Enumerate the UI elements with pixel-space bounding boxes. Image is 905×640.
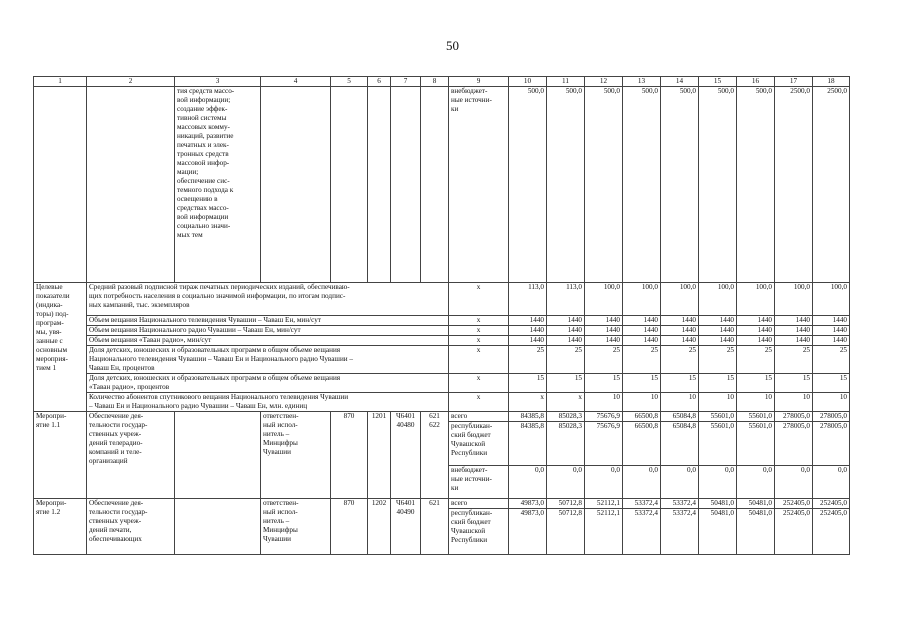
table-row bbox=[34, 336, 850, 346]
column-header: 14 bbox=[661, 77, 699, 87]
value-cell: х bbox=[547, 393, 585, 412]
value-cell: 2500,0 bbox=[775, 87, 813, 283]
value-cell: 25 bbox=[737, 346, 775, 374]
value-cell: 1440 bbox=[661, 326, 699, 336]
value-cell: 500,0 bbox=[623, 87, 661, 283]
value-cell: 55601,0 bbox=[737, 422, 775, 466]
funding-source: внебюджет- ные источни- ки bbox=[449, 466, 509, 499]
code-cell: 870 bbox=[331, 412, 368, 499]
value-cell: 50481,0 bbox=[737, 499, 775, 509]
value-cell: 75676,9 bbox=[585, 412, 623, 422]
table-row bbox=[34, 316, 850, 326]
value-cell: 1440 bbox=[623, 316, 661, 326]
value-cell: 278005,0 bbox=[775, 412, 813, 422]
x-mark: х bbox=[449, 374, 509, 393]
value-cell: 55601,0 bbox=[699, 412, 737, 422]
value-cell: 252405,0 bbox=[813, 509, 850, 555]
empty-cell bbox=[391, 87, 421, 283]
value-cell: 25 bbox=[509, 346, 547, 374]
x-mark: х bbox=[449, 393, 509, 412]
x-mark: х bbox=[449, 326, 509, 336]
value-cell: 500,0 bbox=[699, 87, 737, 283]
code-cell: 1201 bbox=[368, 412, 391, 499]
value-cell: 49873,0 bbox=[509, 509, 547, 555]
value-cell: 1440 bbox=[585, 336, 623, 346]
value-cell: 1440 bbox=[699, 316, 737, 326]
table-row bbox=[34, 412, 850, 422]
code-cell: 870 bbox=[331, 499, 368, 555]
value-cell: 15 bbox=[585, 374, 623, 393]
value-cell: 252405,0 bbox=[775, 499, 813, 509]
value-cell: 15 bbox=[775, 374, 813, 393]
value-cell: 15 bbox=[509, 374, 547, 393]
value-cell: 1440 bbox=[661, 336, 699, 346]
value-cell: 55601,0 bbox=[737, 412, 775, 422]
measure-name: Обеспечение дея- тельности государ- ственных учреж- дений телерадио- компаний и теле- организаций bbox=[87, 412, 175, 499]
indicator-text: Количество абонентов спутникового вещания Национального телевидения Чувашии – Чаваш Ен и Национального радио Чувашии – Чаваш Ен, млн. единиц bbox=[87, 393, 449, 412]
value-cell: 1440 bbox=[775, 336, 813, 346]
value-cell: 53372,4 bbox=[623, 509, 661, 555]
x-mark: х bbox=[449, 346, 509, 374]
value-cell: 52112,1 bbox=[585, 499, 623, 509]
value-cell: 0,0 bbox=[623, 466, 661, 499]
empty-cell bbox=[175, 499, 261, 555]
value-cell: 53372,4 bbox=[623, 499, 661, 509]
column-header: 12 bbox=[585, 77, 623, 87]
value-cell: 0,0 bbox=[699, 466, 737, 499]
table-row bbox=[34, 346, 850, 374]
value-cell: 65084,8 bbox=[661, 422, 699, 466]
value-cell: 1440 bbox=[547, 336, 585, 346]
value-cell: 0,0 bbox=[661, 466, 699, 499]
value-cell: 25 bbox=[775, 346, 813, 374]
value-cell: 10 bbox=[585, 393, 623, 412]
measure-label: Меропри- ятие 1.2 bbox=[34, 499, 87, 555]
value-cell: 25 bbox=[623, 346, 661, 374]
column-header: 7 bbox=[391, 77, 421, 87]
code-cell: 621 bbox=[421, 499, 449, 555]
funding-source: всего bbox=[449, 499, 509, 509]
value-cell: 2500,0 bbox=[813, 87, 850, 283]
value-cell: 52112,1 bbox=[585, 509, 623, 555]
value-cell: 100,0 bbox=[775, 283, 813, 316]
value-cell: 0,0 bbox=[737, 466, 775, 499]
table-row bbox=[34, 283, 850, 316]
value-cell: 1440 bbox=[775, 316, 813, 326]
value-cell: 252405,0 bbox=[775, 509, 813, 555]
value-cell: 50481,0 bbox=[699, 509, 737, 555]
empty-cell bbox=[261, 87, 331, 283]
value-cell: 0,0 bbox=[547, 466, 585, 499]
value-cell: 50481,0 bbox=[737, 509, 775, 555]
value-cell: 1440 bbox=[737, 336, 775, 346]
value-cell: 75676,9 bbox=[585, 422, 623, 466]
column-header: 10 bbox=[509, 77, 547, 87]
measure-label: Меропри- ятие 1.1 bbox=[34, 412, 87, 499]
value-cell: 66500,8 bbox=[623, 422, 661, 466]
value-cell: 278005,0 bbox=[775, 422, 813, 466]
column-header: 6 bbox=[368, 77, 391, 87]
empty-cell bbox=[175, 412, 261, 499]
value-cell: 1440 bbox=[509, 326, 547, 336]
funding-source: всего bbox=[449, 412, 509, 422]
value-cell: 85028,3 bbox=[547, 412, 585, 422]
value-cell: 15 bbox=[623, 374, 661, 393]
value-cell: 1440 bbox=[509, 316, 547, 326]
value-cell: 10 bbox=[699, 393, 737, 412]
indicator-text: Объем вещания «Таван радио», мин/сут bbox=[87, 336, 449, 346]
value-cell: 1440 bbox=[585, 326, 623, 336]
value-cell: 84385,8 bbox=[509, 412, 547, 422]
code-cell: 1202 bbox=[368, 499, 391, 555]
table-row bbox=[34, 499, 850, 509]
value-cell: 84385,8 bbox=[509, 422, 547, 466]
value-cell: 278005,0 bbox=[813, 422, 850, 466]
x-mark: х bbox=[449, 316, 509, 326]
value-cell: 100,0 bbox=[623, 283, 661, 316]
empty-cell bbox=[87, 87, 175, 283]
value-cell: 10 bbox=[623, 393, 661, 412]
value-cell: 278005,0 bbox=[813, 412, 850, 422]
value-cell: 25 bbox=[661, 346, 699, 374]
column-header: 3 bbox=[175, 77, 261, 87]
value-cell: 1440 bbox=[509, 336, 547, 346]
value-cell: 53372,4 bbox=[661, 499, 699, 509]
column-header: 18 bbox=[813, 77, 850, 87]
table-row bbox=[34, 87, 850, 283]
value-cell: 1440 bbox=[661, 316, 699, 326]
value-cell: 1440 bbox=[623, 326, 661, 336]
value-cell: 500,0 bbox=[547, 87, 585, 283]
value-cell: 15 bbox=[813, 374, 850, 393]
empty-cell bbox=[368, 87, 391, 283]
value-cell: 85028,3 bbox=[547, 422, 585, 466]
value-cell: 1440 bbox=[813, 326, 850, 336]
column-header: 2 bbox=[87, 77, 175, 87]
program-table bbox=[33, 76, 850, 555]
value-cell: 100,0 bbox=[813, 283, 850, 316]
empty-cell bbox=[34, 87, 87, 283]
value-cell: 500,0 bbox=[737, 87, 775, 283]
value-cell: 15 bbox=[737, 374, 775, 393]
value-cell: 1440 bbox=[813, 316, 850, 326]
indicator-text: Средний разовый подписной тираж печатных периодических изданий, обеспечиваю- щих потребность населения в социально значимой информации, по итогам подпис- ных кампаний, тыс. экземпляров bbox=[87, 283, 449, 316]
value-cell: 100,0 bbox=[699, 283, 737, 316]
targets-label: Целевые показатели (индика- торы) под- програм- мы, увя- занные с основным мероприя- тием 1 bbox=[34, 283, 87, 412]
value-cell: 10 bbox=[775, 393, 813, 412]
responsible-executor: ответствен- ный испол- нитель – Минцифры Чувашии bbox=[261, 499, 331, 555]
column-header: 4 bbox=[261, 77, 331, 87]
value-cell: 100,0 bbox=[661, 283, 699, 316]
value-cell: 15 bbox=[699, 374, 737, 393]
value-cell: 1440 bbox=[547, 316, 585, 326]
table-row bbox=[34, 326, 850, 336]
code-cell: 621 622 bbox=[421, 412, 449, 499]
column-header: 5 bbox=[331, 77, 368, 87]
value-cell: 1440 bbox=[737, 316, 775, 326]
value-cell: 500,0 bbox=[585, 87, 623, 283]
value-cell: 0,0 bbox=[813, 466, 850, 499]
value-cell: 0,0 bbox=[585, 466, 623, 499]
value-cell: 50712,8 bbox=[547, 499, 585, 509]
value-cell: 10 bbox=[813, 393, 850, 412]
value-cell: 100,0 bbox=[585, 283, 623, 316]
column-header: 11 bbox=[547, 77, 585, 87]
code-cell: Ч6401 40480 bbox=[391, 412, 421, 499]
value-cell: 500,0 bbox=[509, 87, 547, 283]
column-header: 1 bbox=[34, 77, 87, 87]
responsible-executor: ответствен- ный испол- нитель – Минцифры Чувашии bbox=[261, 412, 331, 499]
value-cell: 50712,8 bbox=[547, 509, 585, 555]
value-cell: 252405,0 bbox=[813, 499, 850, 509]
measure-name: Обеспечение дея- тельности государ- ственных учреж- дений печати, обеспечивающих bbox=[87, 499, 175, 555]
value-cell: 1440 bbox=[585, 316, 623, 326]
value-cell: 500,0 bbox=[661, 87, 699, 283]
value-cell: 1440 bbox=[737, 326, 775, 336]
page-number: 50 bbox=[446, 38, 459, 53]
value-cell: 113,0 bbox=[509, 283, 547, 316]
column-header: 13 bbox=[623, 77, 661, 87]
value-cell: 25 bbox=[547, 346, 585, 374]
value-cell: 25 bbox=[585, 346, 623, 374]
indicator-text: Доля детских, юношеских и образовательных программ в общем объеме вещания Национального телевидения Чувашии – Чаваш Ен и Национального радио Чувашии – Чаваш Ен, процентов bbox=[87, 346, 449, 374]
value-cell: 0,0 bbox=[775, 466, 813, 499]
value-cell: 53372,4 bbox=[661, 509, 699, 555]
column-header: 16 bbox=[737, 77, 775, 87]
value-cell: 65084,8 bbox=[661, 412, 699, 422]
value-cell: 10 bbox=[661, 393, 699, 412]
value-cell: 15 bbox=[661, 374, 699, 393]
table-row bbox=[34, 374, 850, 393]
column-header: 9 bbox=[449, 77, 509, 87]
value-cell: 1440 bbox=[699, 326, 737, 336]
x-mark: х bbox=[449, 283, 509, 316]
value-cell: 100,0 bbox=[737, 283, 775, 316]
indicator-text: Доля детских, юношеских и образовательных программ в общем объеме вещания «Таван радио», процентов bbox=[87, 374, 449, 393]
value-cell: 55601,0 bbox=[699, 422, 737, 466]
value-cell: 25 bbox=[699, 346, 737, 374]
value-cell: 50481,0 bbox=[699, 499, 737, 509]
funding-source: внебюджет- ные источни- ки bbox=[449, 87, 509, 283]
header-row bbox=[34, 77, 850, 87]
indicator-text: Объем вещания Национального радио Чувашии – Чаваш Ен, мин/сут bbox=[87, 326, 449, 336]
value-cell: 49873,0 bbox=[509, 499, 547, 509]
empty-cell bbox=[421, 87, 449, 283]
column-header: 17 bbox=[775, 77, 813, 87]
value-cell: 1440 bbox=[813, 336, 850, 346]
value-cell: 1440 bbox=[775, 326, 813, 336]
measure-text: тия средств массо- вой информации; создание эффек- тивной системы массовых комму- никаций, развитие печатных и элек- тронных средств массовой инфор- мации; обеспечение сис- темного подхода к освещению в средствах массо- вой информации социально значи- мых тем bbox=[175, 87, 261, 283]
value-cell: 1440 bbox=[699, 336, 737, 346]
value-cell: 0,0 bbox=[509, 466, 547, 499]
value-cell: 1440 bbox=[547, 326, 585, 336]
value-cell: 25 bbox=[813, 346, 850, 374]
value-cell: х bbox=[509, 393, 547, 412]
table-row bbox=[34, 393, 850, 412]
funding-source: республикан- ский бюджет Чувашской Республики bbox=[449, 422, 509, 466]
indicator-text: Объем вещания Национального телевидения Чувашии – Чаваш Ен, мин/сут bbox=[87, 316, 449, 326]
column-header: 8 bbox=[421, 77, 449, 87]
funding-source: республикан- ский бюджет Чувашской Республики bbox=[449, 509, 509, 555]
value-cell: 10 bbox=[737, 393, 775, 412]
code-cell: Ч6401 40490 bbox=[391, 499, 421, 555]
value-cell: 113,0 bbox=[547, 283, 585, 316]
value-cell: 1440 bbox=[623, 336, 661, 346]
value-cell: 66500,8 bbox=[623, 412, 661, 422]
value-cell: 15 bbox=[547, 374, 585, 393]
empty-cell bbox=[331, 87, 368, 283]
column-header: 15 bbox=[699, 77, 737, 87]
x-mark: х bbox=[449, 336, 509, 346]
